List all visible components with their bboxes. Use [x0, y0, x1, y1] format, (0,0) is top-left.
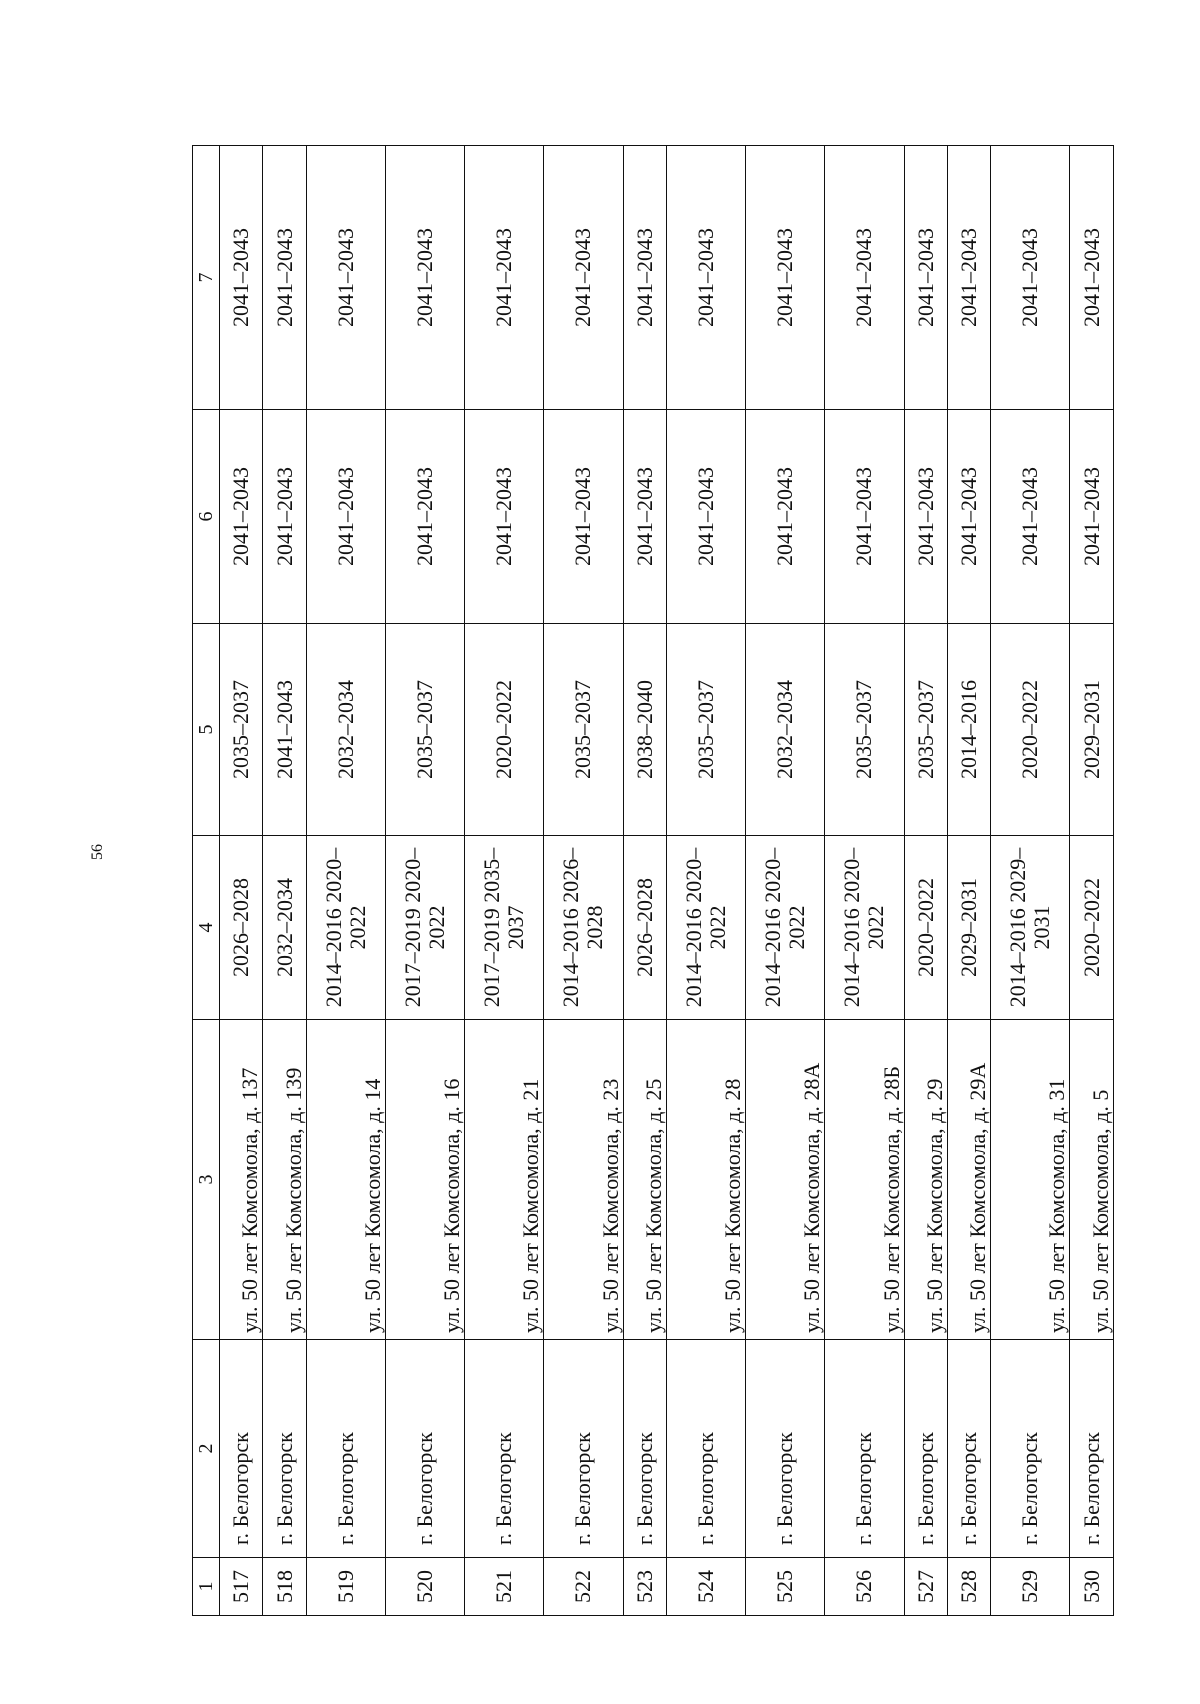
period-col7-cell: 2041–2043: [544, 146, 623, 410]
period-col5-cell: 2038–2040: [623, 624, 666, 836]
address-cell: ул. 50 лет Комсомола, д. 5: [1070, 1020, 1114, 1340]
column-header-6: 6: [193, 410, 220, 624]
period-col4-cell: 2032–2034: [263, 836, 306, 1020]
period-col6-cell: 2041–2043: [623, 410, 666, 624]
period-col5-cell: 2032–2034: [306, 624, 385, 836]
city-cell: г. Белогорск: [220, 1340, 263, 1558]
rotated-table-frame: [192, 146, 1114, 1616]
schedule-table: [192, 145, 1114, 1616]
city-cell: г. Белогорск: [385, 1340, 464, 1558]
period-col7-cell: 2041–2043: [746, 146, 825, 410]
schedule-table-container: [192, 146, 1114, 1616]
period-col5-cell: 2041–2043: [263, 624, 306, 836]
period-col6-cell: 2041–2043: [263, 410, 306, 624]
period-col6-cell: 2041–2043: [220, 410, 263, 624]
city-cell: г. Белогорск: [465, 1340, 544, 1558]
period-col6-cell: 2041–2043: [991, 410, 1070, 624]
table-row: [666, 146, 745, 1616]
period-col5-cell: 2035–2037: [904, 624, 947, 836]
row-number: 524: [666, 1558, 745, 1616]
column-header-5: 5: [193, 624, 220, 836]
address-cell: ул. 50 лет Комсомола, д. 28А: [746, 1020, 825, 1340]
period-col7-cell: 2041–2043: [623, 146, 666, 410]
table-row: [947, 146, 990, 1616]
address-cell: ул. 50 лет Комсомола, д. 31: [991, 1020, 1070, 1340]
period-col7-cell: 2041–2043: [666, 146, 745, 410]
table-row: [385, 146, 464, 1616]
table-row: [465, 146, 544, 1616]
page-number: 56: [89, 844, 106, 860]
period-col7-cell: 2041–2043: [904, 146, 947, 410]
period-col4-cell: 2020–2022: [904, 836, 947, 1020]
period-col7-cell: 2041–2043: [465, 146, 544, 410]
address-cell: ул. 50 лет Комсомола, д. 16: [385, 1020, 464, 1340]
period-col5-cell: 2035–2037: [385, 624, 464, 836]
row-number: 522: [544, 1558, 623, 1616]
period-col5-cell: 2035–2037: [544, 624, 623, 836]
row-number: 520: [385, 1558, 464, 1616]
period-col4-cell: 2017–2019 2020–2022: [385, 836, 464, 1020]
period-col7-cell: 2041–2043: [385, 146, 464, 410]
period-col6-cell: 2041–2043: [746, 410, 825, 624]
period-col5-cell: 2020–2022: [991, 624, 1070, 836]
city-cell: г. Белогорск: [825, 1340, 904, 1558]
period-col6-cell: 2041–2043: [306, 410, 385, 624]
city-cell: г. Белогорск: [904, 1340, 947, 1558]
period-col4-cell: 2014–2016 2020–2022: [746, 836, 825, 1020]
column-header-1: 1: [193, 1558, 220, 1616]
period-col4-cell: 2014–2016 2020–2022: [825, 836, 904, 1020]
column-header-3: 3: [193, 1020, 220, 1340]
address-cell: ул. 50 лет Комсомола, д. 28: [666, 1020, 745, 1340]
period-col7-cell: 2041–2043: [263, 146, 306, 410]
period-col5-cell: 2032–2034: [746, 624, 825, 836]
period-col4-cell: 2026–2028: [220, 836, 263, 1020]
address-cell: ул. 50 лет Комсомола, д. 14: [306, 1020, 385, 1340]
table-row: [746, 146, 825, 1616]
column-header-7: 7: [193, 146, 220, 410]
period-col4-cell: 2026–2028: [623, 836, 666, 1020]
period-col7-cell: 2041–2043: [947, 146, 990, 410]
period-col4-cell: 2020–2022: [1070, 836, 1114, 1020]
period-col6-cell: 2041–2043: [825, 410, 904, 624]
row-number: 518: [263, 1558, 306, 1616]
table-row: [623, 146, 666, 1616]
city-cell: г. Белогорск: [544, 1340, 623, 1558]
table-row: [544, 146, 623, 1616]
period-col5-cell: 2014–2016: [947, 624, 990, 836]
address-cell: ул. 50 лет Комсомола, д. 23: [544, 1020, 623, 1340]
period-col4-cell: 2029–2031: [947, 836, 990, 1020]
period-col7-cell: 2041–2043: [306, 146, 385, 410]
row-number: 525: [746, 1558, 825, 1616]
period-col7-cell: 2041–2043: [1070, 146, 1114, 410]
period-col4-cell: 2014–2016 2026–2028: [544, 836, 623, 1020]
city-cell: г. Белогорск: [623, 1340, 666, 1558]
city-cell: г. Белогорск: [746, 1340, 825, 1558]
address-cell: ул. 50 лет Комсомола, д. 25: [623, 1020, 666, 1340]
table-row: [904, 146, 947, 1616]
row-number: 523: [623, 1558, 666, 1616]
period-col6-cell: 2041–2043: [666, 410, 745, 624]
column-header-4: 4: [193, 836, 220, 1020]
period-col5-cell: 2035–2037: [666, 624, 745, 836]
period-col4-cell: 2014–2016 2020–2022: [666, 836, 745, 1020]
address-cell: ул. 50 лет Комсомола, д. 21: [465, 1020, 544, 1340]
address-cell: ул. 50 лет Комсомола, д. 139: [263, 1020, 306, 1340]
address-cell: ул. 50 лет Комсомола, д. 28Б: [825, 1020, 904, 1340]
period-col7-cell: 2041–2043: [220, 146, 263, 410]
city-cell: г. Белогорск: [306, 1340, 385, 1558]
period-col7-cell: 2041–2043: [825, 146, 904, 410]
city-cell: г. Белогорск: [1070, 1340, 1114, 1558]
period-col6-cell: 2041–2043: [947, 410, 990, 624]
column-header-2: 2: [193, 1340, 220, 1558]
row-number: 521: [465, 1558, 544, 1616]
table-row: [991, 146, 1070, 1616]
row-number: 529: [991, 1558, 1070, 1616]
row-number: 519: [306, 1558, 385, 1616]
period-col6-cell: 2041–2043: [544, 410, 623, 624]
table-row: [825, 146, 904, 1616]
table-row: [220, 146, 263, 1616]
city-cell: г. Белогорск: [666, 1340, 745, 1558]
row-number: 530: [1070, 1558, 1114, 1616]
city-cell: г. Белогорск: [991, 1340, 1070, 1558]
table-row: [263, 146, 306, 1616]
address-cell: ул. 50 лет Комсомола, д. 137: [220, 1020, 263, 1340]
address-cell: ул. 50 лет Комсомола, д. 29А: [947, 1020, 990, 1340]
period-col6-cell: 2041–2043: [385, 410, 464, 624]
period-col5-cell: 2029–2031: [1070, 624, 1114, 836]
period-col7-cell: 2041–2043: [991, 146, 1070, 410]
period-col6-cell: 2041–2043: [904, 410, 947, 624]
period-col6-cell: 2041–2043: [1070, 410, 1114, 624]
table-body: [220, 146, 1114, 1616]
row-number: 528: [947, 1558, 990, 1616]
row-number: 526: [825, 1558, 904, 1616]
period-col6-cell: 2041–2043: [465, 410, 544, 624]
table-row: [306, 146, 385, 1616]
row-number: 517: [220, 1558, 263, 1616]
row-number: 527: [904, 1558, 947, 1616]
city-cell: г. Белогорск: [263, 1340, 306, 1558]
city-cell: г. Белогорск: [947, 1340, 990, 1558]
period-col5-cell: 2035–2037: [825, 624, 904, 836]
table-row: [1070, 146, 1114, 1616]
period-col4-cell: 2014–2016 2029–2031: [991, 836, 1070, 1020]
period-col4-cell: 2014–2016 2020–2022: [306, 836, 385, 1020]
period-col5-cell: 2020–2022: [465, 624, 544, 836]
period-col4-cell: 2017–2019 2035–2037: [465, 836, 544, 1020]
address-cell: ул. 50 лет Комсомола, д. 29: [904, 1020, 947, 1340]
period-col5-cell: 2035–2037: [220, 624, 263, 836]
table-header-row: [193, 146, 220, 1616]
